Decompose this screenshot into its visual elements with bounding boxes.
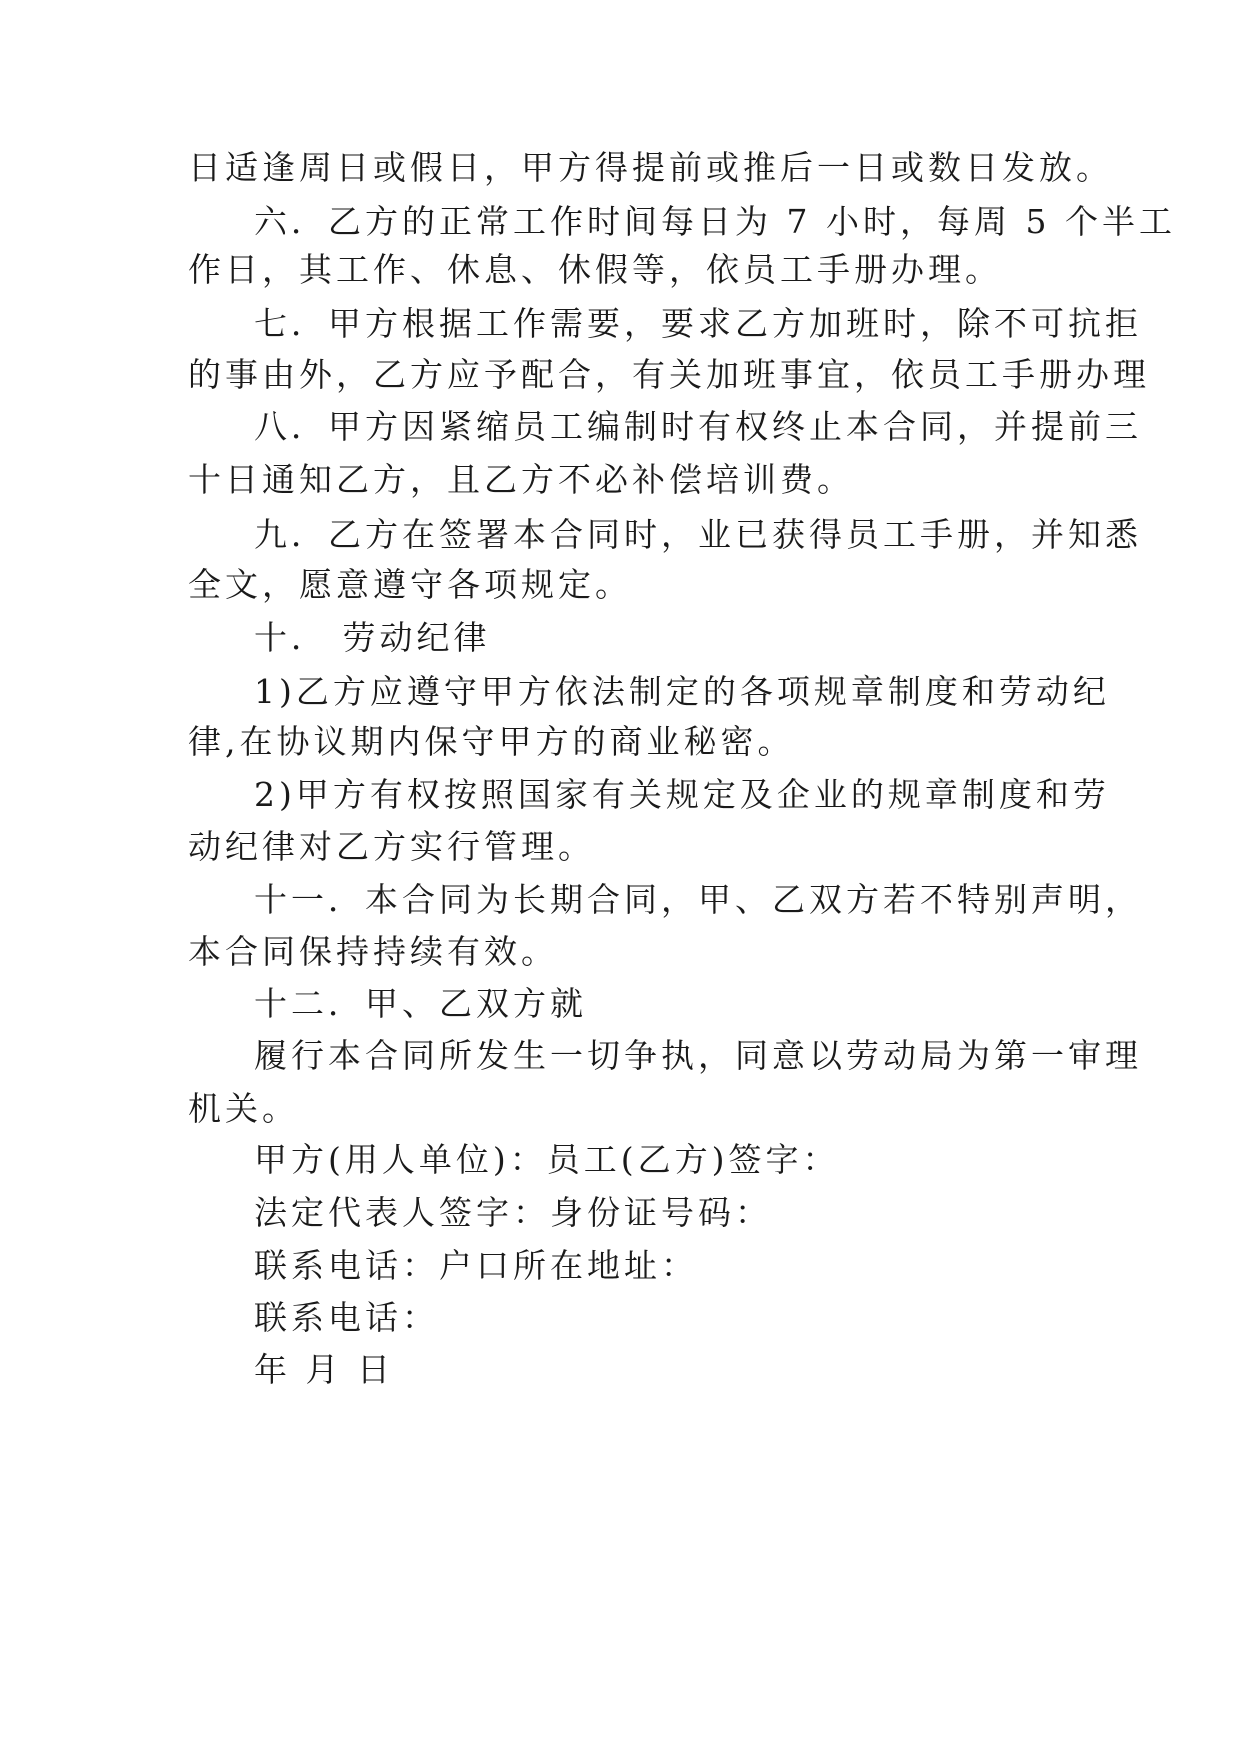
text-line: 履行本合同所发生一切争执，同意以劳动局为第一审理 bbox=[254, 1036, 1142, 1075]
text-line: 机关。 bbox=[188, 1089, 299, 1128]
text-line: 动纪律对乙方实行管理。 bbox=[188, 827, 595, 866]
signature-contact-line: 联系电话： bbox=[254, 1298, 439, 1337]
text-line: 十一．本合同为长期合同，甲、乙双方若不特别声明， bbox=[254, 880, 1142, 919]
text-line: 全文，愿意遵守各项规定。 bbox=[188, 565, 632, 604]
text-line: 1)乙方应遵守甲方依法制定的各项规章制度和劳动纪 bbox=[254, 672, 1110, 711]
text-line: 本合同保持持续有效。 bbox=[188, 932, 558, 971]
text-line: 九．乙方在签署本合同时，业已获得员工手册，并知悉 bbox=[254, 515, 1142, 554]
text-line: 的事由外，乙方应予配合，有关加班事宜，依员工手册办理 bbox=[188, 355, 1150, 394]
signature-representative-line: 法定代表人签字：身份证号码： bbox=[254, 1193, 772, 1232]
text-line: 八．甲方因紧缩员工编制时有权终止本合同，并提前三 bbox=[254, 407, 1142, 446]
signature-date-line: 年 月 日 bbox=[254, 1350, 394, 1389]
text-line: 作日，其工作、休息、休假等，依员工手册办理。 bbox=[188, 250, 1002, 289]
signature-party-line: 甲方(用人单位)：员工(乙方)签字： bbox=[254, 1140, 840, 1179]
section-heading: 十． 劳动纪律 bbox=[254, 618, 491, 657]
text-line: 十日通知乙方，且乙方不必补偿培训费。 bbox=[188, 460, 854, 499]
text-line: 日适逢周日或假日，甲方得提前或推后一日或数日发放。 bbox=[188, 148, 1113, 187]
text-line: 七．甲方根据工作需要，要求乙方加班时，除不可抗拒 bbox=[254, 304, 1142, 343]
text-line: 十二．甲、乙双方就 bbox=[254, 984, 587, 1023]
text-line: 2)甲方有权按照国家有关规定及企业的规章制度和劳 bbox=[254, 775, 1110, 814]
signature-contact-line: 联系电话：户口所在地址： bbox=[254, 1246, 698, 1285]
text-line: 六．乙方的正常工作时间每日为 7 小时，每周 5 个半工 bbox=[254, 202, 1176, 241]
text-line: 律,在协议期内保守甲方的商业秘密。 bbox=[188, 722, 795, 761]
